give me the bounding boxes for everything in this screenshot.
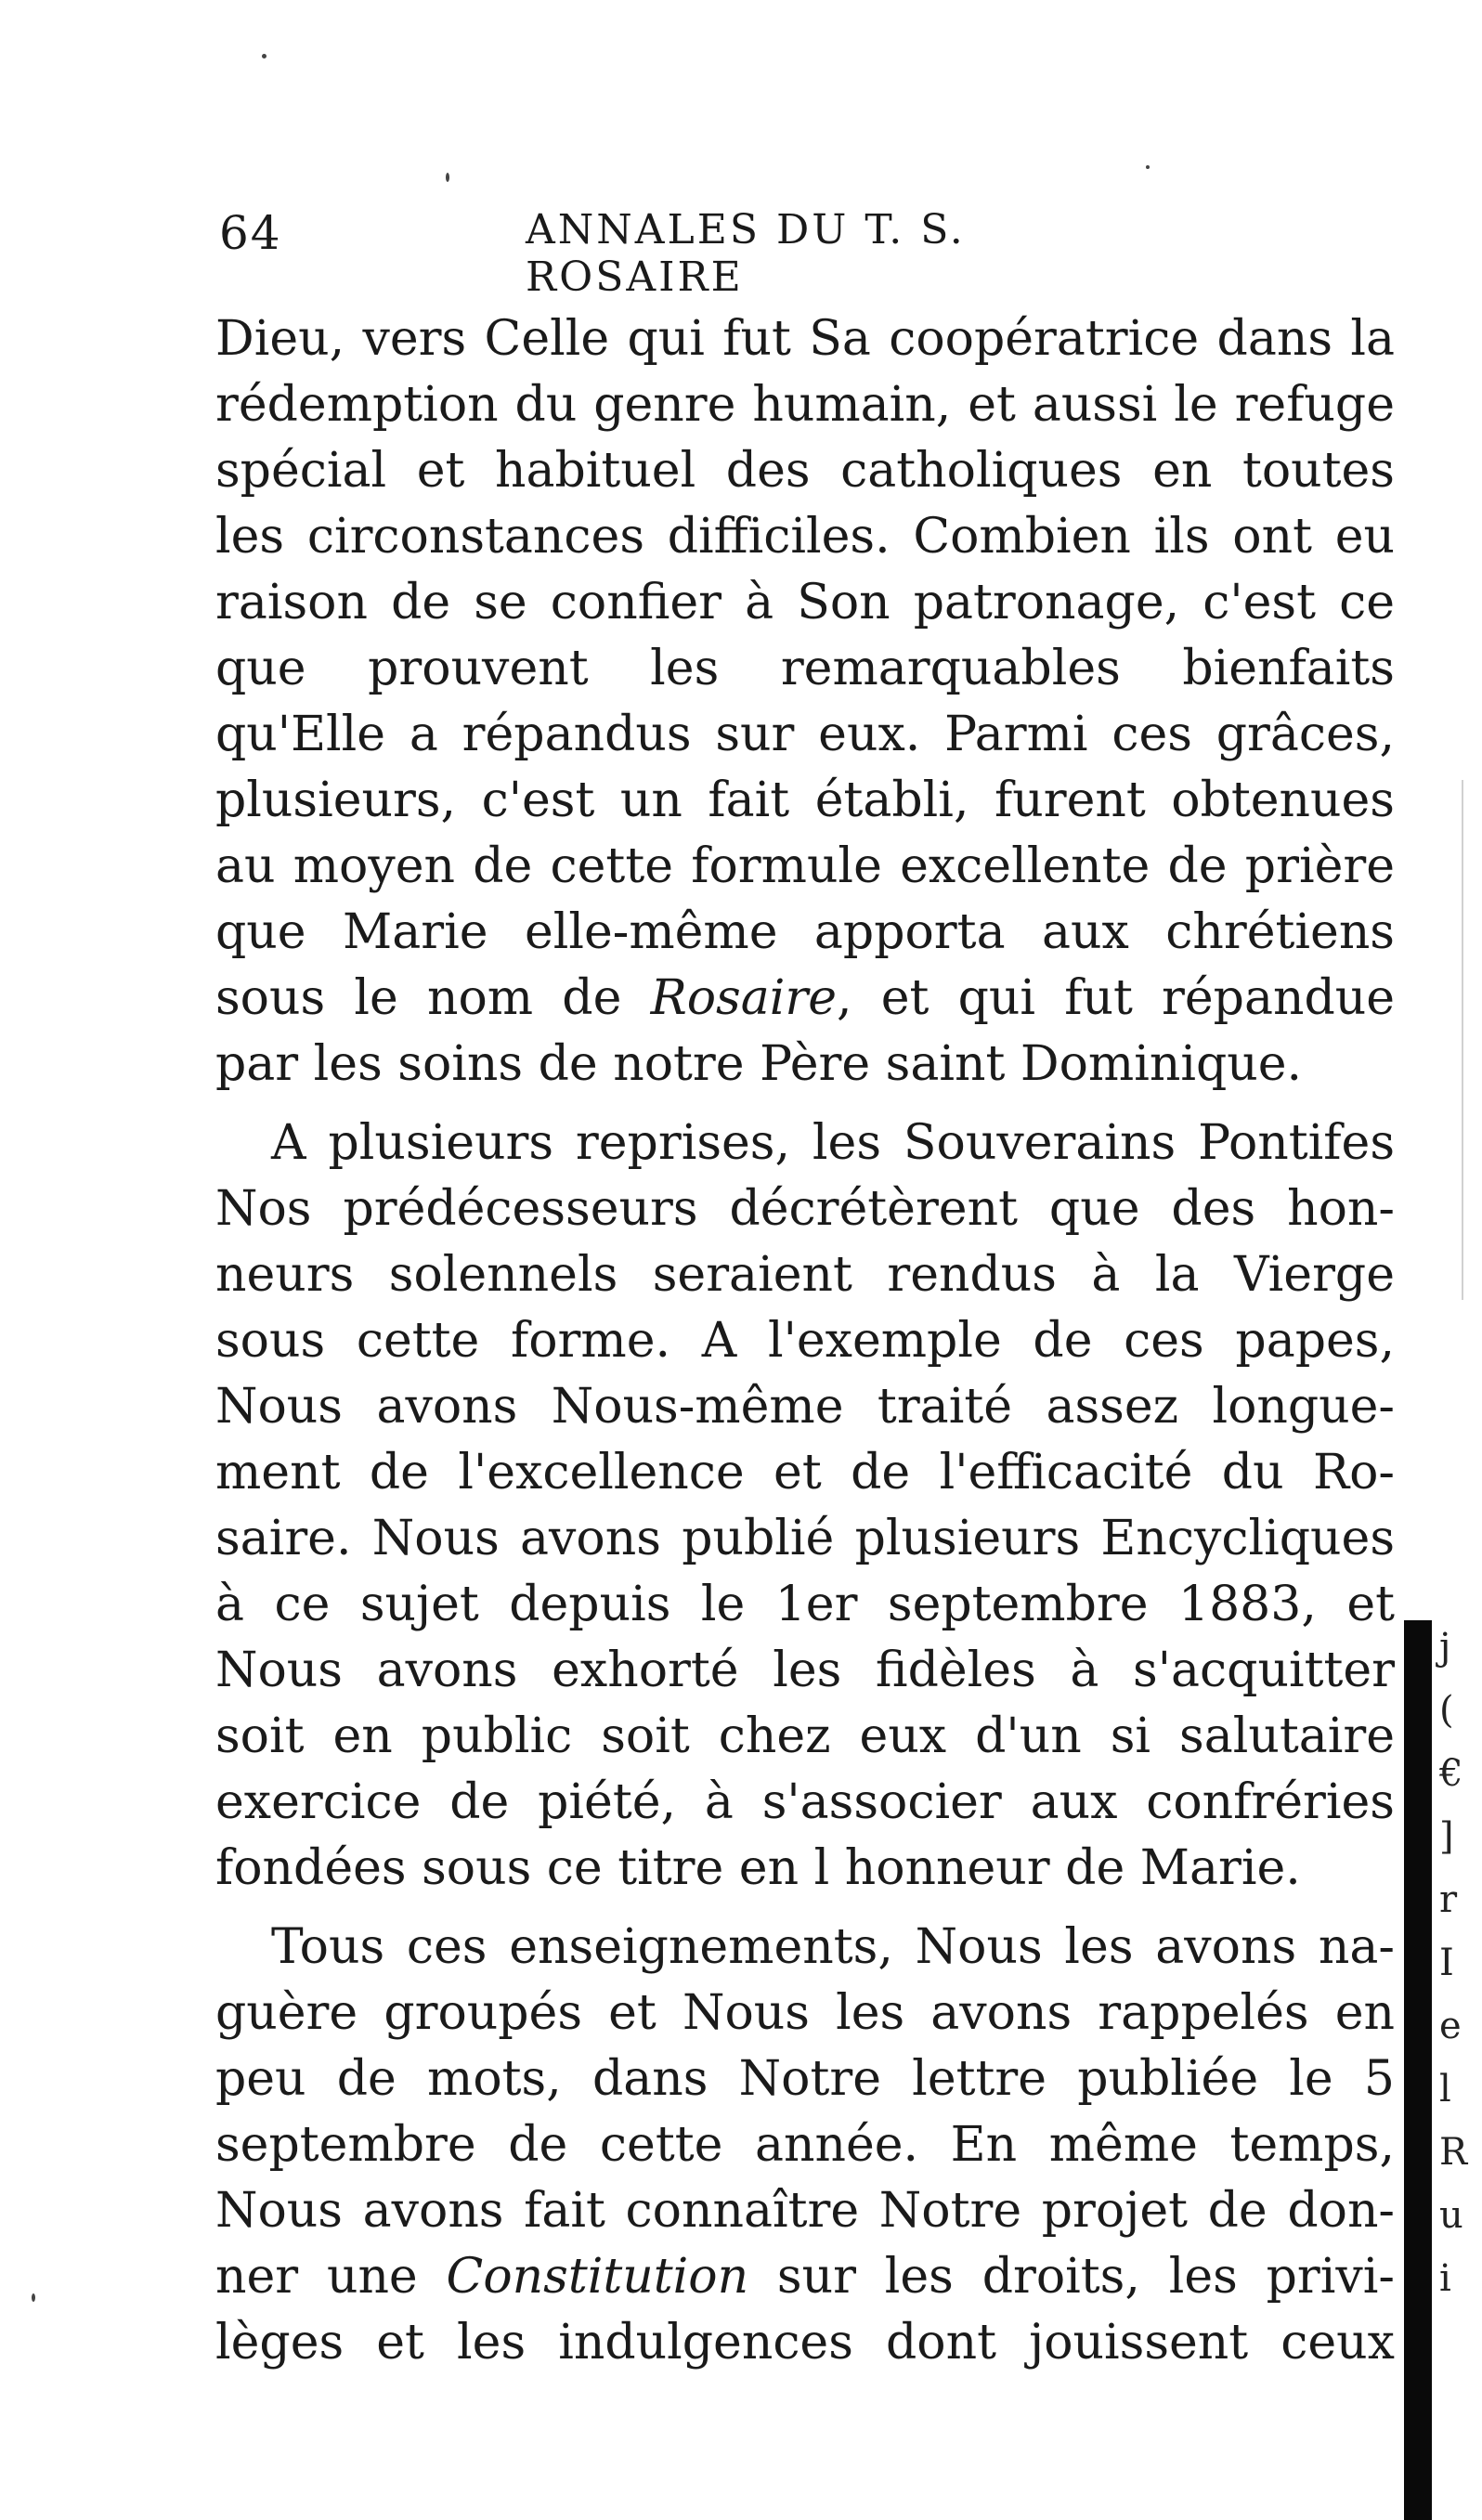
page-header (219, 206, 1185, 301)
text-line: Nous avons exhorté les fidèles à s'acquitter (215, 1643, 1395, 1698)
text-line (215, 2244, 1395, 2310)
text-line: raison de se confier à Son patronage, c'est ce (215, 575, 1395, 630)
ink-speck (446, 173, 449, 182)
text-line: peu de mots, dans Notre lettre publiée le 5 (215, 2051, 1395, 2107)
text-line: par les soins de notre Père saint Dominique. (215, 1036, 1303, 1092)
edge-letter: I (1439, 1942, 1454, 1984)
page-number: 64 (219, 206, 282, 260)
text-line: Nos prédécesseurs décrétèrent que des hon- (215, 1181, 1395, 1237)
text-line: lèges et les indulgences dont jouissent ceux (215, 2315, 1395, 2371)
edge-letter: e (1439, 2005, 1462, 2047)
text-line: rédemption du genre humain, et aussi le refuge (215, 377, 1395, 433)
margin-rule (1462, 780, 1463, 1300)
edge-letter: R (1439, 2131, 1468, 2174)
text-line: exercice de piété, à s'associer aux confréries (215, 1774, 1395, 1830)
body-text (215, 306, 1395, 2376)
text-line: Nous avons fait connaître Notre projet de don- (215, 2183, 1395, 2239)
ink-speck (1146, 165, 1150, 169)
text-line: fondées sous ce titre en l honneur de Marie. (215, 1840, 1301, 1896)
text-line: Dieu, vers Celle qui fut Sa coopératrice dans la (215, 311, 1395, 367)
text-line: à ce sujet depuis le 1er septembre 1883, et (215, 1577, 1395, 1632)
paragraph-start: A plusieurs reprises, les Souverains Pontifes (271, 1115, 1395, 1171)
text-line: guère groupés et Nous les avons rappelés en (215, 1985, 1395, 2041)
text-line: les circonstances difficiles. Combien ils ont eu (215, 509, 1395, 565)
text-line: que prouvent les remarquables bienfaits (215, 641, 1395, 696)
edge-letter: l (1439, 2068, 1451, 2111)
text-line: spécial et habituel des catholiques en toutes (215, 443, 1395, 499)
paragraph-start: Tous ces enseignements, Nous les avons na- (271, 1919, 1395, 1975)
edge-letter: j (1439, 1626, 1451, 1669)
text-segment: , et qui fut répandue (836, 970, 1395, 1026)
text-line: saire. Nous avons publié plusieurs Encycliques (215, 1511, 1395, 1566)
edge-letter: u (1439, 2194, 1463, 2237)
text-line: plusieurs, c'est un fait établi, furent obtenues (215, 773, 1395, 828)
text-line (215, 966, 1395, 1032)
text-line: sous cette forme. A l'exemple de ces papes, (215, 1313, 1395, 1369)
ink-speck (262, 54, 266, 58)
edge-letter: ( (1439, 1689, 1454, 1732)
text-line: qu'Elle a répandus sur eux. Parmi ces grâces, (215, 707, 1395, 762)
text-line: neurs solennels seraient rendus à la Vierge (215, 1247, 1395, 1303)
edge-letter: ] (1439, 1815, 1454, 1858)
text-line: au moyen de cette formule excellente de prière (215, 838, 1395, 894)
text-segment: ner une (215, 2249, 447, 2305)
text-line: septembre de cette année. En même temps, (215, 2117, 1395, 2173)
text-line: ment de l'excellence et de l'efficacité du Ro- (215, 1445, 1395, 1500)
text-line: soit en public soit chez eux d'un si salutaire (215, 1708, 1395, 1764)
text-line: que Marie elle-même apporta aux chrétiens (215, 904, 1395, 960)
text-line: Nous avons Nous-même traité assez longue- (215, 1379, 1395, 1435)
italic-word: Constitution (446, 2249, 749, 2305)
binding-shadow (1404, 1620, 1432, 2520)
facing-page-edge (1439, 1616, 1467, 2310)
edge-letter: r (1439, 1878, 1458, 1921)
text-segment: sous le nom de (215, 970, 651, 1026)
ink-speck (32, 2293, 35, 2302)
running-title: ANNALES DU T. S. ROSAIRE (526, 206, 966, 301)
italic-word: Rosaire (650, 970, 837, 1026)
edge-letter: € (1439, 1752, 1463, 1795)
edge-letter: i (1439, 2257, 1451, 2300)
text-segment: sur les droits, les privi- (748, 2249, 1395, 2305)
